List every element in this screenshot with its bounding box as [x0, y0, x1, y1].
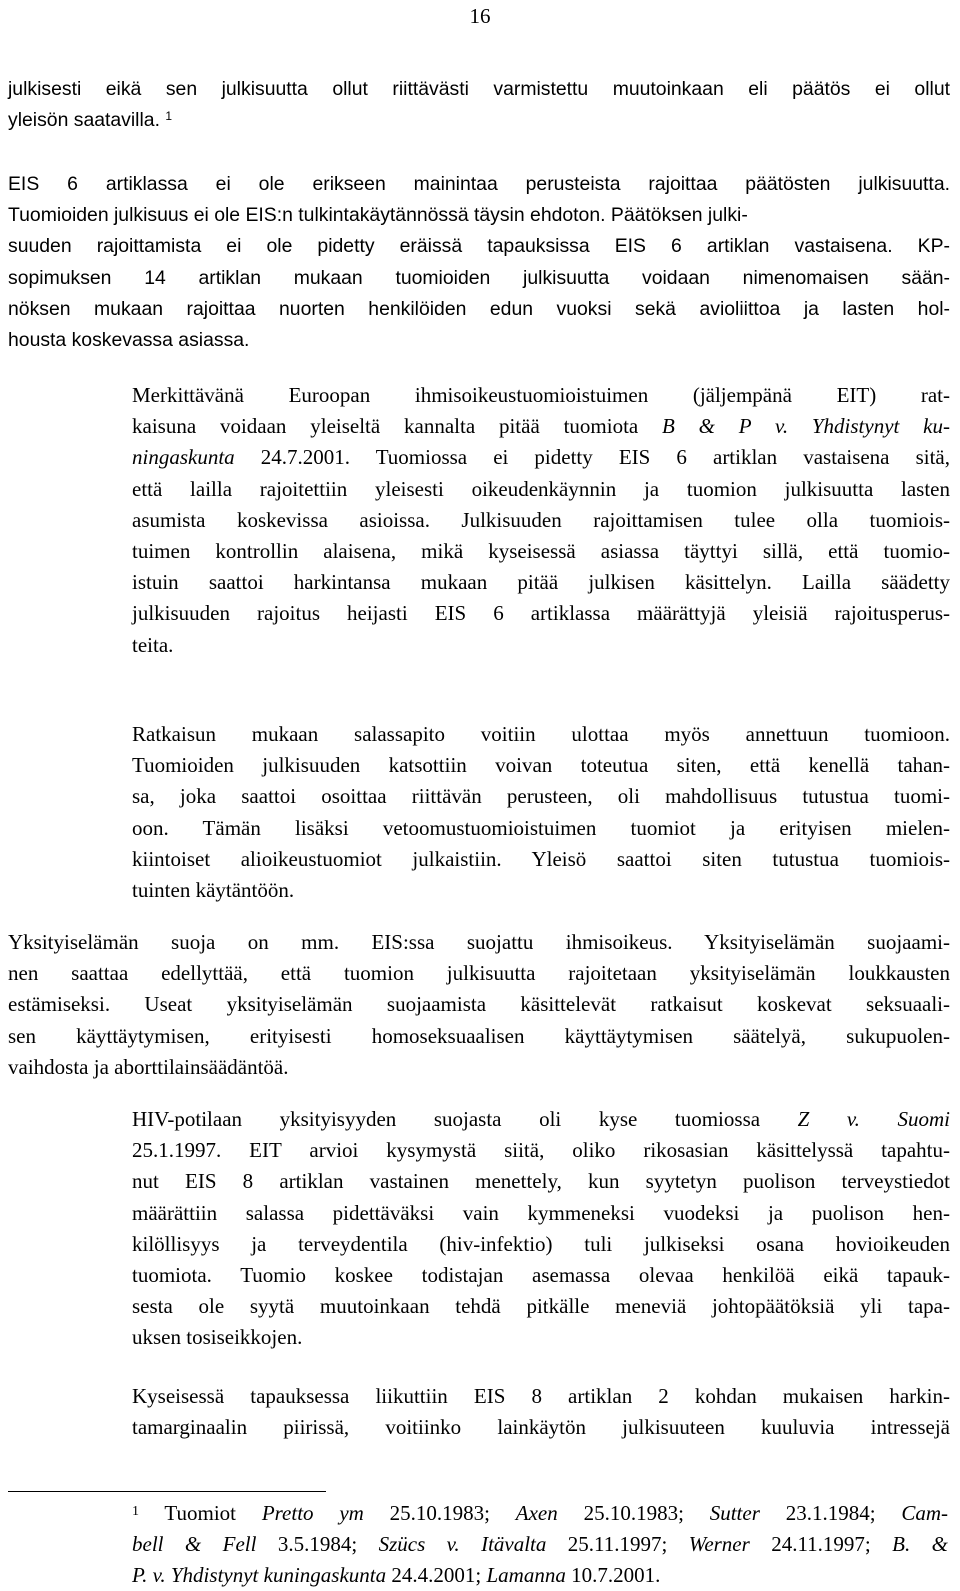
text-line: kilöllisyys ja terveydentila (hiv-infektio) tuli julkiseksi osana hovioikeuden: [132, 1231, 950, 1256]
text-line: tuimen kontrollin alaisena, mikä kyseisessä asiassa täyttyi sillä, että tuomio-: [132, 539, 950, 564]
text-line: Kyseisessä tapauksessa liikuttiin EIS 8 artiklan 2 kohdan mukaisen harkin-: [132, 1384, 950, 1408]
text-line: suuden rajoittamista ei ole pidetty eräissä tapauksissa EIS 6 artiklan vastaisena. KP-: [8, 235, 950, 258]
text-line: kiintoiset alioikeustuomiot julkaistiin. Yleisö saattoi siten tutustua tuomiois-: [132, 846, 950, 871]
text-line: sen käyttäytymisen, erityisesti homoseksuaalisen käyttäytymisen säätelyä, sukupuolen-: [8, 1023, 950, 1048]
case-name: B & P v. Yhdistynyt ku-: [662, 414, 950, 439]
paragraph-7: [132, 1381, 950, 1443]
text-line: sopimuksen 14 artiklan mukaan tuomioiden julkisuutta voidaan nimenomaisen sään-: [8, 266, 950, 289]
text-line: julkisuuden rajoitus heijasti EIS 6 artiklassa määrättyjä yleisiä rajoitusperus-: [132, 601, 950, 626]
footnote-marker: 1: [132, 1504, 139, 1519]
case-name: bell & Fell: [132, 1532, 257, 1556]
text-line: estämiseksi. Useat yksityiselämän suojaamista käsittelevät ratkaisut koskevat seksuaali-: [8, 992, 950, 1017]
text-fragment: 25.10.1983;: [363, 1501, 516, 1525]
text-fragment: 24.7.2001. Tuomiossa ei pidetty EIS 6 artiklan vastaisena sitä,: [234, 445, 950, 470]
case-name: Axen: [515, 1501, 558, 1525]
case-name: Lamanna: [486, 1563, 566, 1587]
text-line: nöksen mukaan rajoittaa nuorten henkilöiden edun vuoksi sekä avioliittoa ja lasten hol-: [8, 297, 950, 320]
text-line: istuin saattoi harkintansa mukaan pitää julkisen käsittelyn. Lailla säädetty: [132, 570, 950, 595]
text-line: Tuomioiden julkisuus ei ole EIS:n tulkintakäytännössä täysin ehdoton. Päätöksen julki-: [8, 204, 748, 227]
text-line: asumista koskevissa asioissa. Julkisuuden rajoittamisen tulee olla tuomiois-: [132, 507, 950, 532]
text-line: uksen tosiseikkojen.: [132, 1325, 303, 1350]
footnote-separator: [8, 1491, 326, 1492]
text-line: vaihdosta ja aborttilainsäädäntöä.: [8, 1054, 289, 1079]
text-line: teita.: [132, 632, 174, 657]
text-line: että lailla rajoitettiin yleisesti oikeudenkäynnin ja tuomion julkisuutta lasten: [132, 476, 950, 501]
text-line: nut EIS 8 artiklan vastainen menettely, kun syytetyn puolison terveystiedot: [132, 1169, 950, 1194]
case-name: Sutter: [709, 1501, 760, 1525]
footnote: [132, 1498, 948, 1591]
text-line: [8, 105, 950, 136]
text-line: EIS 6 artiklassa ei ole erikseen mainintaa perusteista rajoittaa päätösten julkisuutta.: [8, 173, 950, 195]
paragraph-1: [8, 74, 950, 136]
page-number: 16: [469, 4, 491, 28]
case-name: B. &: [892, 1532, 948, 1556]
paragraph-3: [132, 380, 950, 661]
text-line: [132, 411, 950, 442]
case-name: Szücs v. Itävalta: [378, 1532, 547, 1556]
text-line: oon. Tämän lisäksi vetoomustuomioistuimen tuomiot ja erityisen mielen-: [132, 815, 950, 840]
case-name: P. v. Yhdistynyt kuningaskunta: [132, 1563, 387, 1587]
text-line: [132, 1529, 948, 1560]
text-line: housta koskevassa asiassa.: [8, 329, 250, 352]
text-line: määrättiin salassa pidettäväksi vain kymmeneksi vuodeksi ja puolison hen-: [132, 1200, 950, 1225]
text-line: Tuomioiden julkisuuden katsottiin voivan toteutua siten, että kenellä tahan-: [132, 753, 950, 778]
text-line: [132, 1104, 950, 1135]
paragraph-2: [8, 169, 950, 356]
text-line: tamarginaalin piirissä, voitiinko lainkäytön julkisuuteen kuuluvia intressejä: [132, 1415, 950, 1440]
text-fragment: 10.7.2001.: [565, 1563, 661, 1587]
text-fragment: 24.4.2001;: [386, 1563, 487, 1587]
text-fragment: 25.10.1983;: [557, 1501, 710, 1525]
text-fragment: kaisuna voidaan yleiseltä kannalta pitää tuomiota: [132, 414, 663, 439]
text-line: sa, joka saattoi osoittaa riittävän perusteen, oli mahdollisuus tutustua tuomi-: [132, 784, 950, 809]
case-name: Pretto ym: [261, 1501, 364, 1525]
text-line: tuinten käytäntöön.: [132, 878, 295, 903]
paragraph-4: [132, 719, 950, 906]
text-line: [132, 1560, 948, 1591]
text-fragment: 23.1.1984;: [759, 1501, 902, 1525]
text-fragment: HIV-potilaan yksityisyyden suojasta oli kyse tuomiossa: [132, 1107, 798, 1131]
paragraph-6: [132, 1104, 950, 1354]
text-line: [132, 442, 950, 473]
case-name: Cam-: [901, 1501, 949, 1525]
text-line: Yksityiselämän suoja on mm. EIS:ssa suojattu ihmisoikeus. Yksityiselämän suojaami-: [8, 930, 950, 954]
text-line: 25.1.1997. EIT arvioi kysymystä siitä, oliko rikosasian käsittelyssä tapahtu-: [132, 1138, 950, 1163]
text-line: julkisesti eikä sen julkisuutta ollut riittävästi varmistettu muutoinkaan eli päätös ei ollut: [8, 78, 950, 100]
case-name: ningaskunta: [132, 445, 235, 470]
text-fragment: yleisön saatavilla.: [8, 109, 160, 132]
footnote-reference: 1: [165, 109, 173, 124]
text-line: sesta ole syytä muutoinkaan tehdä pitkälle meneviä johtopäätöksiä yli tapa-: [132, 1294, 950, 1319]
text-fragment: 3.5.1984;: [256, 1532, 379, 1556]
text-line: Merkittävänä Euroopan ihmisoikeustuomioistuimen (jäljempänä EIT) rat-: [132, 383, 950, 407]
text-fragment: 24.11.1997;: [749, 1532, 893, 1556]
text-line: nen saattaa edellyttää, että tuomion julkisuutta rajoitetaan yksityiselämän loukkausten: [8, 961, 950, 986]
text-line: [132, 1498, 948, 1529]
paragraph-5: [8, 927, 950, 1083]
text-line: tuomiota. Tuomio koskee todistajan asemassa olevaa henkilöä eikä tapauk-: [132, 1263, 950, 1288]
text-fragment: Tuomiot: [139, 1501, 262, 1525]
case-name: Werner: [688, 1532, 750, 1556]
text-fragment: 25.11.1997;: [546, 1532, 689, 1556]
text-line: Ratkaisun mukaan salassapito voitiin ulottaa myös annettuun tuomioon.: [132, 722, 950, 746]
case-name: Z v. Suomi: [797, 1107, 950, 1131]
